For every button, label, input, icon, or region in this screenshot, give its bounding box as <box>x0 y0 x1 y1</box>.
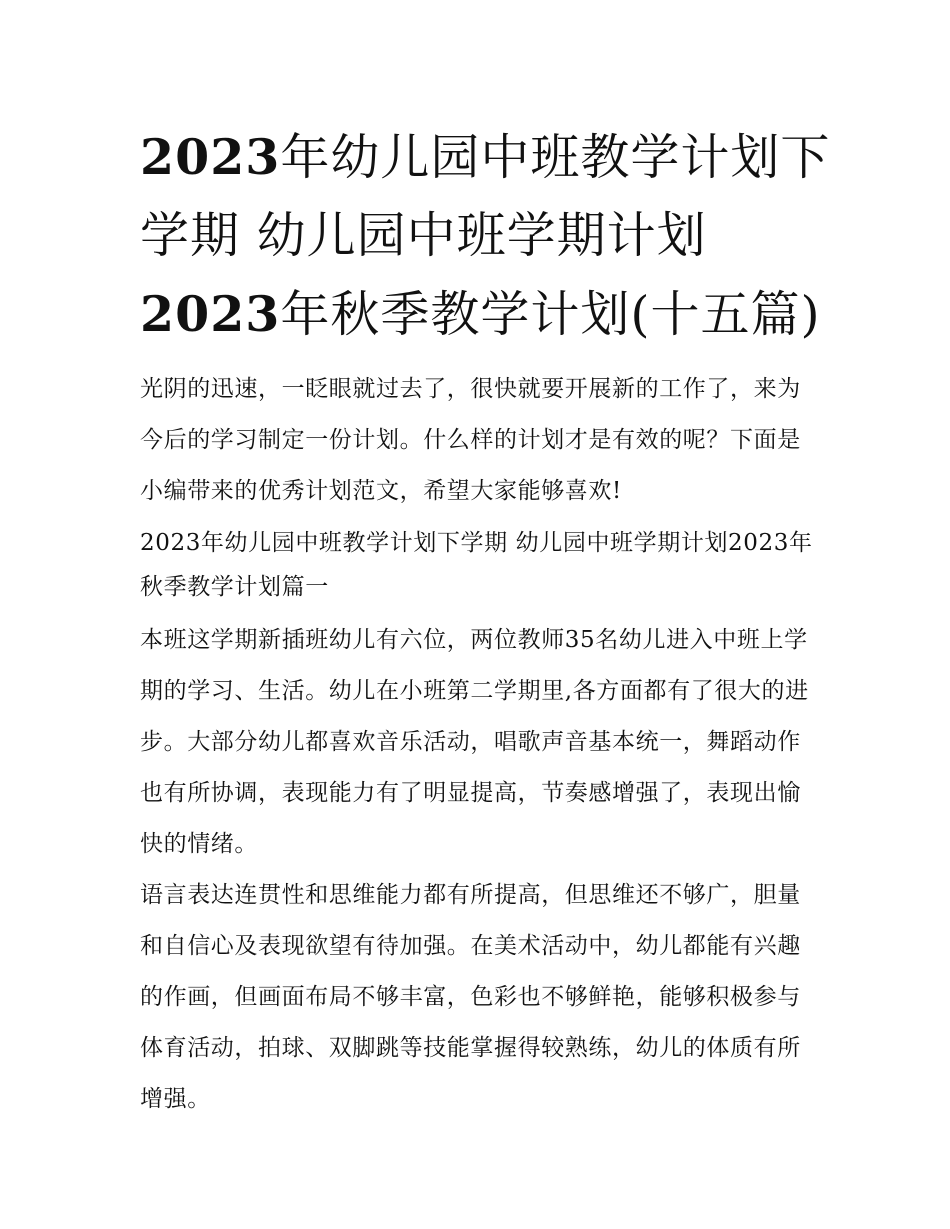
document-page <box>140 118 831 1125</box>
title-year-3: 2023 <box>140 285 281 343</box>
title-year-1: 2023 <box>140 128 281 186</box>
title-text-1: 年幼儿园中班教学计划下 <box>280 129 831 186</box>
title-text-3: 年秋季教学计划(十五篇) <box>280 286 821 343</box>
title-line-3 <box>140 275 821 354</box>
section-heading: 2023年幼儿园中班教学计划下学期 幼儿园中班学期计划2023年秋季教学计划篇一 <box>140 530 813 600</box>
document-title <box>140 118 831 354</box>
body-paragraph-1: 本班这学期新插班幼儿有六位，两位教师35名幼儿进入中班上学期的学习、生活。幼儿在小班第二学期里,各方面都有了很大的进步。大部分幼儿都喜欢音乐活动，唱歌声音基本统一，舞蹈动作也有所协调，表现能力有了明显提高，节奏感增强了，表现出愉快的情绪。 <box>140 627 809 857</box>
title-line-1 <box>140 118 831 197</box>
title-line-2: 学期 幼儿园中班学期计划 <box>140 207 707 264</box>
intro-paragraph: 光阴的迅速，一眨眼就过去了，很快就要开展新的工作了，来为今后的学习制定一份计划。什么样的计划才是有效的呢？下面是小编带来的优秀计划范文，希望大家能够喜欢! <box>140 376 801 504</box>
body-paragraph-2: 语言表达连贯性和思维能力都有所提高，但思维还不够广，胆量和自信心及表现欲望有待加强。在美术活动中，幼儿都能有兴趣的作画，但画面布局不够丰富，色彩也不够鲜艳，能够积极参与体育活动，拍球、双脚跳等技能掌握得较熟练，幼儿的体质有所增强。 <box>140 882 801 1112</box>
